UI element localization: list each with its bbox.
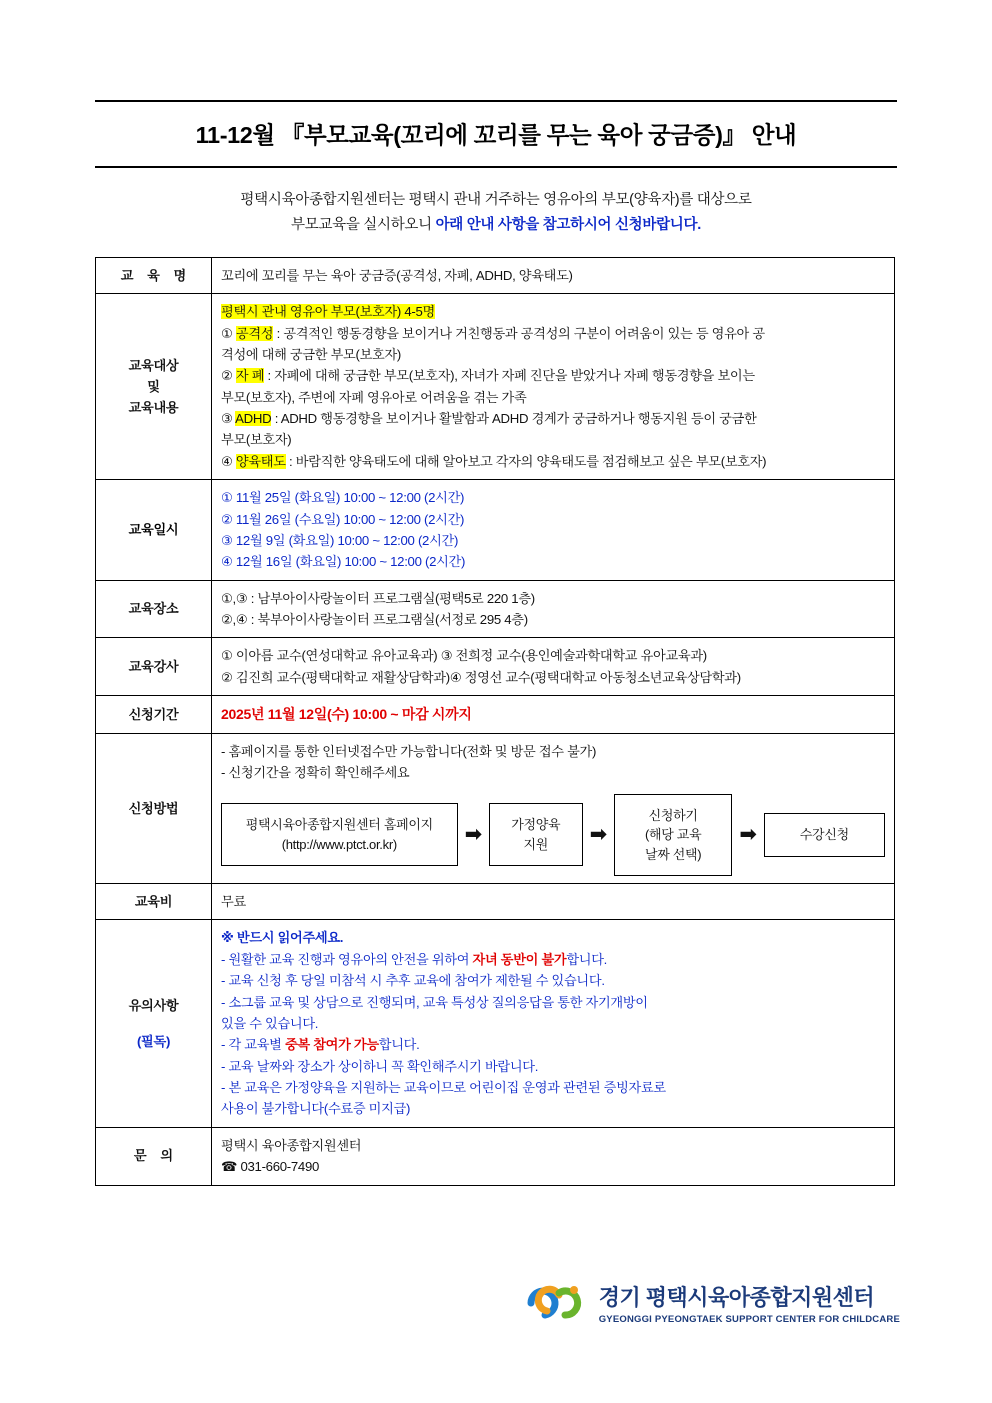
note-item: - 소그룹 교육 및 상담으로 진행되며, 교육 특성상 질의응답을 통한 자기개방이	[221, 994, 648, 1010]
place-item: ①,③ : 남부아이사랑놀이터 프로그램실(평택5로 220 1층)	[221, 590, 535, 606]
label-period: 신청기간	[96, 696, 212, 734]
note-item: 있을 수 있습니다.	[221, 1015, 319, 1031]
table-row-contact	[96, 1127, 895, 1185]
note-heading: ※ 반드시 읽어주세요.	[221, 930, 344, 946]
label-method: 신청방법	[96, 733, 212, 883]
label-teacher: 교육강사	[96, 638, 212, 696]
note-item: - 교육 신청 후 당일 미참석 시 추후 교육에 참여가 제한될 수 있습니다.	[221, 973, 605, 989]
flow-step-enroll: 수강신청	[764, 813, 885, 857]
method-item: - 홈페이지를 통한 인터넷접수만 가능합니다(전화 및 방문 접수 불가)	[221, 743, 597, 759]
table-row-note	[96, 920, 895, 1127]
note-item: - 교육 날짜와 장소가 상이하니 꼭 확인해주시기 바랍니다.	[221, 1058, 539, 1074]
label-note: 유의사항 (필독)	[96, 920, 212, 1127]
table-row-method	[96, 733, 895, 883]
contact-item: 평택시 육아종합지원센터	[221, 1137, 362, 1153]
label-fee: 교육비	[96, 884, 212, 920]
table-row-place	[96, 580, 895, 638]
footer-logo	[525, 1281, 900, 1325]
note-item: - 본 교육은 가정양육을 지원하는 교육이므로 어린이집 운영과 관련된 증빙자료로	[221, 1080, 666, 1096]
label-place: 교육장소	[96, 580, 212, 638]
value-target	[212, 294, 895, 480]
value-edu-name: 꼬리에 꼬리를 무는 육아 궁금증(공격성, 자폐, ADHD, 양육태도)	[212, 257, 895, 293]
contact-item: ☎ 031-660-7490	[221, 1159, 320, 1175]
arrow-right-icon: ➡	[464, 823, 482, 847]
footer-title: 경기 평택시육아종합지원센터	[598, 1285, 875, 1310]
place-item: ②,④ : 북부아이사랑놀이터 프로그램실(서정로 295 4층)	[221, 612, 528, 627]
value-method	[212, 733, 895, 883]
datetime-item: ④ 12월 16일 (화요일) 10:00 ~ 12:00 (2시간)	[221, 554, 466, 570]
label-edu-name: 교 육 명	[96, 257, 212, 293]
apply-flow	[221, 794, 885, 877]
target-item: ③ ADHD : ADHD 행동경향을 보이거나 활발함과 ADHD 경계가 궁금하거나 행동지원 등이 궁금한 부모(보호자)	[221, 411, 757, 448]
table-row-datetime	[96, 480, 895, 581]
datetime-item: ① 11월 25일 (화요일) 10:00 ~ 12:00 (2시간)	[221, 490, 465, 506]
label-datetime: 교육일시	[96, 480, 212, 581]
flow-step-apply: 신청하기 (해당 교육 날짜 선택)	[614, 794, 732, 877]
label-contact: 문 의	[96, 1127, 212, 1185]
note-item: - 원활한 교육 진행과 영유아의 안전을 위하여 자녀 동반이 불가합니다.	[221, 951, 608, 967]
table-row-target	[96, 294, 895, 480]
value-datetime	[212, 480, 895, 581]
label-target: 교육대상 및 교육내용	[96, 294, 212, 480]
value-period: 2025년 11월 12일(수) 10:00 ~ 마감 시까지	[212, 696, 895, 734]
page-title: 11-12월 『부모교육(꼬리에 꼬리를 무는 육아 궁금증)』 안내	[195, 122, 797, 148]
intro-line-2-highlight: 아래 안내 사항을 참고하시어 신청바랍니다.	[435, 217, 701, 234]
value-fee: 무료	[212, 884, 895, 920]
intro-line-2	[95, 213, 897, 238]
note-item: 사용이 불가합니다(수료증 미지급)	[221, 1101, 411, 1117]
datetime-item: ② 11월 26일 (수요일) 10:00 ~ 12:00 (2시간)	[221, 511, 465, 527]
flow-step-homepage: 평택시육아종합지원센터 홈페이지 (http://www.ptct.or.kr)	[221, 803, 458, 866]
title-banner	[95, 100, 897, 168]
intro-paragraph	[95, 188, 897, 239]
flow-step-home-support: 가정양육 지원	[489, 803, 583, 866]
target-item: ④ 양육태도 : 바람직한 양육태도에 대해 알아보고 각자의 양육태도를 점검해보고 싶은 부모(보호자)	[221, 453, 767, 469]
intro-line-1: 평택시육아종합지원센터는 평택시 관내 거주하는 영유아의 부모(양육자)를 대상으로	[240, 192, 752, 208]
footer-text	[599, 1281, 900, 1325]
target-highlight-line: 평택시 관내 영유아 부모(보호자) 4-5명	[221, 304, 435, 320]
value-note	[212, 920, 895, 1127]
method-item: - 신청기간을 정확히 확인해주세요	[221, 765, 410, 781]
table-row-period	[96, 696, 895, 734]
target-item: ② 자 폐 : 자폐에 대해 궁금한 부모(보호자), 자녀가 자폐 진단을 받았거나 자폐 행동경향을 보이는 부모(보호자), 주변에 자폐 영유아로 어려움을 겪는 가족	[221, 368, 755, 405]
table-row-edu-name	[96, 257, 895, 293]
value-place	[212, 580, 895, 638]
center-logo-icon	[525, 1281, 587, 1325]
intro-line-2-plain: 부모교육을 실시하오니	[291, 217, 436, 234]
table-row-teacher	[96, 638, 895, 696]
info-table	[95, 257, 895, 1186]
footer-subtitle: GYEONGGI PYEONGTAEK SUPPORT CENTER FOR CHILDCARE	[598, 1314, 900, 1325]
note-item: - 각 교육별 중복 참여가 가능합니다.	[221, 1037, 420, 1053]
value-teacher	[212, 638, 895, 696]
datetime-item: ③ 12월 9일 (화요일) 10:00 ~ 12:00 (2시간)	[221, 532, 459, 548]
arrow-right-icon: ➡	[739, 823, 757, 847]
value-contact	[212, 1127, 895, 1185]
table-row-fee	[96, 884, 895, 920]
teacher-item: ② 김진희 교수(평택대학교 재활상담학과)④ 정영선 교수(평택대학교 아동청소년교육상담학과)	[221, 669, 741, 685]
arrow-right-icon: ➡	[589, 823, 607, 847]
teacher-item: ① 이아름 교수(연성대학교 유아교육과) ③ 전희정 교수(용인예술과학대학교 유아교육과)	[221, 648, 707, 664]
target-item: ① 공격성 : 공격적인 행동경향을 보이거나 거친행동과 공격성의 구분이 어려움이 있는 등 영유아 공 격성에 대해 궁금한 부모(보호자)	[221, 325, 765, 362]
